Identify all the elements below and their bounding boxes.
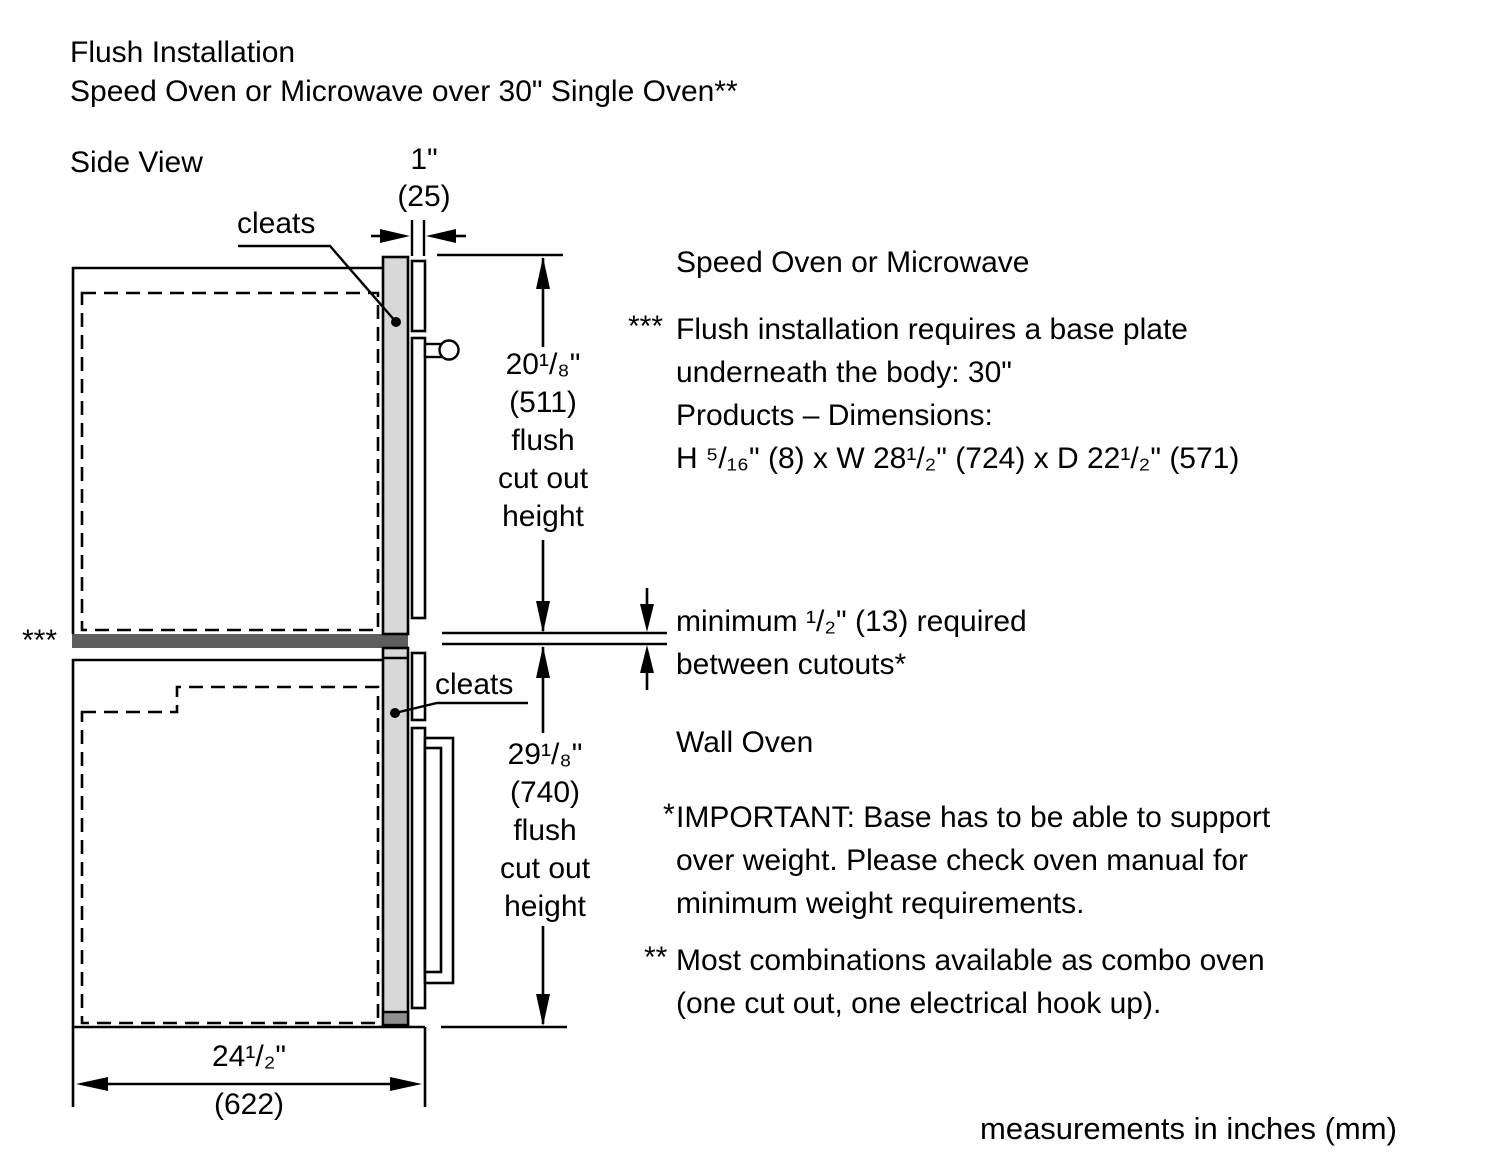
cleats-leader-upper [238, 246, 401, 327]
important-note-line-3: minimum weight requirements. [676, 887, 1085, 920]
upper-cabinet-outline [73, 268, 383, 634]
dim-lower-inches: 29¹/₈" [507, 738, 583, 771]
title-line-2: Speed Oven or Microwave over 30" Single Oven** [70, 75, 738, 108]
arrow-left-icon [76, 1077, 108, 1091]
arrow-up-icon [640, 645, 654, 673]
lower-product-label: Wall Oven [676, 726, 814, 759]
cleats-label-upper: cleats [237, 207, 316, 240]
arrow-right-icon [390, 1077, 422, 1091]
upper-cleat [383, 257, 408, 634]
dim-upper-inches: 20¹/₈" [505, 348, 581, 381]
arrow-up-icon [536, 257, 550, 289]
dim-lower-caption-1: flush [513, 814, 577, 847]
lower-appliance-door-back [412, 728, 425, 1008]
arrow-up-icon [536, 646, 550, 678]
dim-cleat-inches: 1" [410, 143, 438, 176]
lower-cleat-and-appliance [383, 648, 453, 1025]
flush-note-line-4: H ⁵/₁₆" (8) x W 28¹/₂" (724) x D 22¹/₂" (571) [676, 442, 1240, 475]
dim-lower-caption-2: cut out [499, 852, 591, 885]
title-line-1: Flush Installation [70, 36, 296, 69]
combo-note-line-1: Most combinations available as combo oven [676, 944, 1265, 977]
gap-note-line-2: between cutouts* [676, 648, 907, 681]
lower-cleat [383, 648, 408, 1025]
flush-note-line-3: Products – Dimensions: [676, 399, 993, 432]
dim-cleat-mm: (25) [397, 180, 451, 213]
upper-cutout-dashed [82, 293, 378, 630]
side-view-label: Side View [70, 146, 203, 179]
measurements-footer: measurements in inches (mm) [980, 1111, 1397, 1146]
upper-appliance-door [412, 338, 425, 618]
flush-note [676, 308, 1239, 480]
flush-note-line-2: underneath the body: 30" [676, 356, 1012, 389]
arrow-down-icon [536, 601, 550, 633]
upper-cabinet [73, 268, 383, 634]
important-note-marker: * [663, 798, 675, 831]
dim-cleat-width [371, 220, 466, 256]
lower-appliance-door-inner [425, 748, 441, 972]
important-note-line-1: IMPORTANT: Base has to be able to support [676, 801, 1271, 834]
important-note [676, 796, 1270, 925]
leader-dot [391, 317, 401, 327]
upper-appliance-flange [412, 261, 425, 331]
upper-product-label: Speed Oven or Microwave [676, 246, 1030, 279]
combo-note [676, 939, 1265, 1025]
dim-upper-text [443, 346, 643, 536]
dim-lower-mm: (740) [509, 776, 581, 809]
dim-width-mm: (622) [213, 1088, 285, 1121]
dim-width-inches: 24¹/₂" [212, 1040, 286, 1073]
dim-lower-text [445, 736, 645, 926]
arrow-down-icon [536, 994, 550, 1026]
flush-note-line-1: Flush installation requires a base plate [676, 313, 1188, 346]
arrow-right-icon [380, 229, 410, 243]
dim-upper-caption-3: height [502, 500, 584, 533]
gap-note [676, 600, 1027, 686]
dim-upper-caption-2: cut out [497, 462, 589, 495]
combo-note-marker: ** [644, 941, 668, 974]
important-note-line-2: over weight. Please check oven manual for [676, 844, 1248, 877]
lower-cleat-bottom-cap [383, 1012, 408, 1025]
arrow-left-icon [426, 229, 456, 243]
leader-line [238, 246, 396, 322]
arrow-down-icon [640, 604, 654, 632]
base-plate [72, 634, 408, 648]
dim-upper-caption-1: flush [511, 424, 575, 457]
flush-note-marker: *** [628, 310, 664, 343]
dim-upper-mm: (511) [509, 386, 577, 419]
lower-cutout-dashed [82, 687, 378, 1023]
cleats-label-lower: cleats [435, 668, 514, 701]
page-title [70, 33, 738, 111]
combo-note-line-2: (one cut out, one electrical hook up). [676, 987, 1162, 1020]
dim-lower-caption-3: height [504, 890, 586, 923]
gap-note-line-1: minimum ¹/₂" (13) required [676, 605, 1027, 638]
lower-cabinet-outline [73, 660, 425, 1027]
lower-appliance-flange [412, 653, 425, 720]
baseplate-marker: *** [22, 624, 58, 657]
leader-dot [390, 708, 400, 718]
